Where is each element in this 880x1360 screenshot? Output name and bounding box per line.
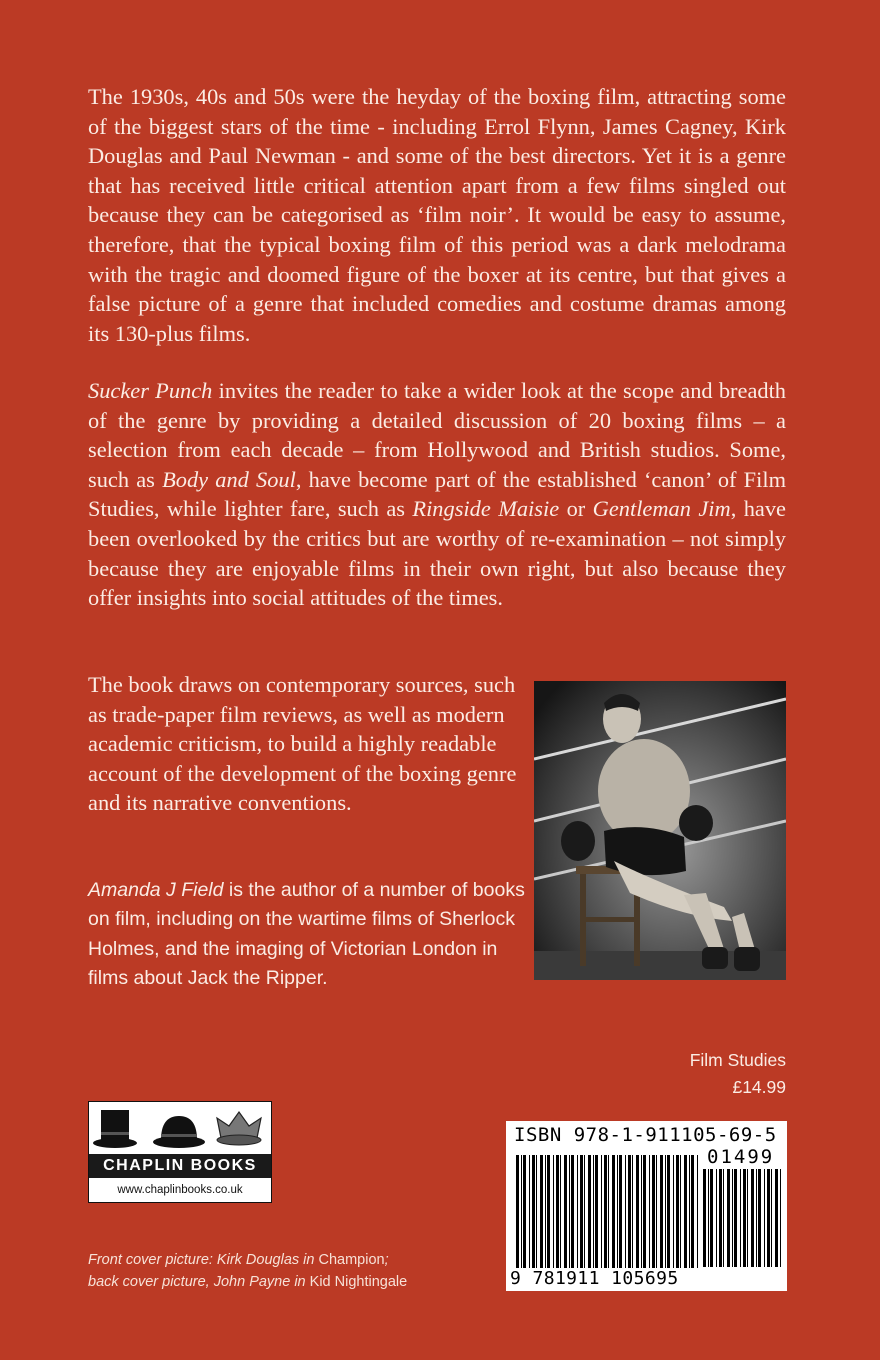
publisher-hats <box>89 1102 271 1154</box>
credit-film: Champion <box>318 1252 385 1268</box>
author-name: Amanda J Field <box>88 879 224 901</box>
credit-text: back cover picture, John Payne in <box>88 1274 310 1290</box>
addon-bars <box>703 1169 781 1267</box>
film-title: Body and Soul <box>162 466 296 492</box>
credit-film: Kid Nightingale <box>309 1274 408 1290</box>
credit-text: Front cover picture: Kirk Douglas in <box>88 1252 319 1268</box>
blurb-text: or <box>559 496 593 522</box>
isbn-label: ISBN 978-1-911105-69-5 <box>514 1124 777 1146</box>
boxer-photo <box>534 681 786 980</box>
isbn-barcode <box>506 1121 787 1291</box>
category-label: Film Studies <box>689 1050 786 1070</box>
film-title: Gentleman Jim <box>592 496 731 522</box>
publisher-logo <box>88 1101 272 1203</box>
film-title: Ringside Maisie <box>412 496 560 522</box>
price-code: 01499 <box>707 1146 775 1168</box>
crown-hat-icon <box>217 1112 261 1145</box>
blurb-text: , have been overlooked by the critics but are worthy of re-examination – not simply because they are enjoyable films in their own right, but also because they offer insights into social attitudes of the times. <box>88 496 786 611</box>
author-bio-text: is the author of a number of books on film, including on the wartime films of Sherlock Holmes, and the imaging of Victorian London in films about Jack the Ripper. <box>88 879 525 990</box>
blurb-paragraph-3: The book draws on contemporary sources, such as trade-paper film reviews, as well as modern academic criticism, to build a highly readable account of the development of the boxing genre and its narrative conventions. <box>88 672 517 816</box>
publisher-name: CHAPLIN BOOKS <box>89 1154 271 1178</box>
price-label: £14.99 <box>732 1077 786 1097</box>
top-hat-icon <box>93 1110 137 1148</box>
author-bio <box>88 876 528 994</box>
ean-bars <box>516 1155 698 1268</box>
blurb-text: invites the reader to take a wider look at the scope and breadth of the genre by providing a detailed discussion of 20 boxing films – a selection from each decade – from Hollywood and British studios. Some, such as <box>88 378 786 492</box>
credit-text: ; <box>384 1252 389 1268</box>
bowler-hat-icon <box>153 1116 205 1148</box>
cover-credits <box>88 1249 407 1293</box>
blurb-paragraph-2 <box>88 376 786 613</box>
category-block <box>690 1047 786 1101</box>
ean-digits: 9 781911 105695 <box>510 1268 679 1289</box>
blurb-text: , have become part of the established ‘canon’ of Film Studies, while lighter fare, such as <box>88 466 786 522</box>
book-title: Sucker Punch <box>88 378 213 403</box>
blurb-paragraph-1: The 1930s, 40s and 50s were the heyday of the boxing film, attracting some of the biggest stars of the time - including Errol Flynn, James Cagney, Kirk Douglas and Paul Newman - and some of the best directors. Yet it is a genre that has received little critical attention apart from a few films singled out because they can be categorised as ‘film noir’. It would be easy to assume, therefore, that the typical boxing film of this period was a dark melodrama with the tragic and doomed figure of the boxer at its centre, but that gives a false picture of a genre that included comedies and costume dramas among its 130-plus films. <box>88 84 786 346</box>
publisher-url: www.chaplinbooks.co.uk <box>117 1184 243 1196</box>
